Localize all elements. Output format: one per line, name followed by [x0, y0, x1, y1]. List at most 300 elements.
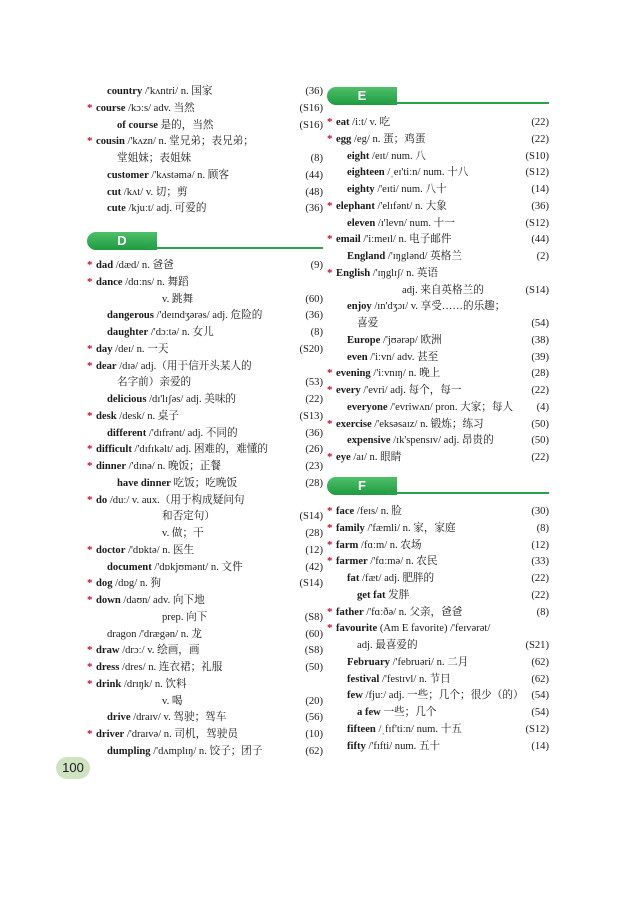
entry-row: [327, 637, 549, 654]
entry-row: [327, 671, 549, 688]
entry-row: [327, 604, 549, 621]
definition: /drɪŋk/ n. 饮料: [121, 678, 187, 690]
entry-text: [107, 307, 262, 324]
entry-text: [162, 609, 207, 626]
entry-row: [87, 676, 323, 693]
page-ref: (48): [305, 186, 323, 198]
page-ref: (62): [305, 745, 323, 757]
definition: prep. 向下: [162, 611, 208, 623]
entry-text: [107, 626, 202, 643]
headword: face: [336, 506, 355, 517]
definition: /eɪt/ num. 八: [369, 150, 426, 162]
headword: dad: [96, 260, 114, 271]
entry-text: [402, 282, 484, 299]
headword: eleven: [347, 217, 376, 229]
entry-row: [87, 542, 323, 559]
entry-text: [357, 315, 378, 332]
entry-row: [87, 575, 323, 592]
star-marker: *: [87, 493, 93, 506]
page-ref: (36): [305, 427, 323, 439]
entry-row: [87, 425, 323, 442]
headword: festival: [347, 673, 380, 685]
page-ref: (36): [305, 86, 323, 97]
definition: /ɪ'levn/ num. 十一: [375, 217, 455, 229]
headword: drive: [107, 712, 131, 724]
entry-row: [87, 117, 323, 134]
entry-row: [87, 525, 323, 542]
headword: elephant: [336, 200, 375, 212]
headword: farmer: [336, 556, 368, 568]
page-ref: (S12): [525, 217, 549, 229]
headword: exercise: [336, 418, 372, 430]
entry-row: [87, 184, 323, 201]
definition: v. 做；干: [162, 528, 204, 539]
entry-text: [162, 291, 193, 308]
entry-text: [96, 492, 245, 509]
entry-text: [336, 131, 425, 148]
entry-row: [327, 416, 549, 433]
definition: /dres/ n. 连衣裙；礼服: [119, 662, 223, 673]
star-marker: *: [327, 538, 333, 551]
headword: eye: [336, 452, 351, 463]
headword: eighty: [347, 184, 375, 195]
entry-text: [96, 100, 195, 117]
definition: /dɑːns/ n. 舞蹈: [122, 276, 189, 288]
star-marker: *: [327, 521, 333, 534]
definition: /'kʌntri/ n. 国家: [142, 86, 213, 97]
definition: /deɪ/ n. 一天: [112, 343, 169, 355]
definition: /fjuː/ adj. 一些；几个；很少（的）: [362, 690, 524, 702]
page-ref: (S16): [299, 102, 323, 114]
page-ref: (22): [531, 452, 549, 463]
entry-row: [87, 626, 323, 643]
entry-text: [162, 508, 215, 525]
entry-text: [96, 458, 221, 475]
page-ref: (S14): [525, 284, 549, 296]
page-ref: (28): [305, 528, 323, 539]
entry-row: [87, 200, 323, 217]
entry-row: [327, 148, 549, 165]
star-marker: *: [87, 443, 93, 456]
page-ref: (9): [310, 260, 323, 271]
entry-text: [347, 671, 451, 688]
definition: /'kʌzn/ n. 堂兄弟；表兄弟；: [124, 136, 254, 148]
definition: /ɪn'dʒɔɪ/ v. 享受……的乐趣；: [371, 301, 506, 313]
page-ref: (44): [531, 234, 549, 246]
page-ref: (22): [531, 589, 549, 601]
entry-text: [336, 382, 461, 399]
definition: 堂姐妹；表姐妹: [117, 153, 192, 164]
section-header-e: [327, 87, 549, 107]
entry-row: [87, 743, 323, 760]
entry-row: [87, 374, 323, 391]
entry-text: [336, 265, 438, 282]
page-ref: (14): [531, 740, 549, 752]
entry-row: [87, 475, 323, 492]
entry-text: [117, 150, 191, 167]
entry-row: [87, 508, 323, 525]
definition: (Am E favorite) /'feɪvərət/: [377, 623, 491, 635]
entry-row: [87, 458, 323, 475]
page-ref: (33): [531, 556, 549, 568]
entry-row: [327, 704, 549, 721]
page-ref: (62): [531, 656, 549, 668]
definition: adj. 来自英格兰的: [402, 284, 484, 296]
entry-row: [87, 592, 323, 609]
entry-text: [162, 693, 183, 710]
definition: /'dɪnə/ n. 晚饭；正餐: [126, 461, 221, 472]
page-ref: (S12): [525, 167, 549, 179]
entry-text: [347, 164, 468, 181]
entry-text: [347, 298, 505, 315]
entry-text: [336, 537, 422, 554]
definition: 发胖: [385, 589, 410, 601]
entry-row: [87, 307, 323, 324]
entry-row: [327, 721, 549, 738]
definition: 吃饭；吃晚饭: [170, 477, 238, 489]
page-ref: (10): [305, 729, 323, 740]
page-ref: (S8): [304, 611, 323, 623]
definition: /'jʊərəp/ 欧洲: [380, 334, 442, 346]
definition: /dɒg/ n. 狗: [112, 578, 162, 590]
entry-row: [87, 391, 323, 408]
headword: dumpling: [107, 745, 151, 757]
star-marker: *: [87, 409, 93, 422]
entry-row: [87, 100, 323, 117]
entry-text: [347, 349, 438, 366]
headword: of course: [117, 119, 158, 131]
entry-text: [347, 215, 455, 232]
definition: /'iːvn/ adv. 甚至: [367, 351, 439, 363]
entry-text: [96, 408, 179, 425]
entry-text: [336, 416, 484, 433]
entry-row: [327, 248, 549, 265]
entry-text: [107, 184, 188, 201]
entry-text: [336, 449, 401, 466]
page-ref: (50): [305, 662, 323, 673]
entry-row: [327, 432, 549, 449]
definition: /fæt/ adj. 肥胖的: [359, 573, 435, 584]
star-marker: *: [87, 728, 93, 740]
entry-row: [327, 537, 549, 554]
star-marker: *: [327, 233, 333, 246]
definition: v. 跳舞: [162, 293, 194, 305]
page-ref: (8): [536, 606, 549, 618]
entry-row: [327, 365, 549, 382]
headword: cut: [107, 186, 122, 198]
entry-row: [327, 570, 549, 587]
page-ref: (12): [305, 544, 323, 556]
page-ref: (28): [531, 368, 549, 380]
page-ref: (S8): [304, 645, 323, 657]
definition: /feɪs/ n. 脸: [354, 506, 402, 517]
definition: /'kʌstəmə/ n. 顾客: [148, 169, 229, 181]
definition: /draɪv/ v. 驾驶；驾车: [130, 712, 227, 724]
entry-row: [87, 83, 323, 100]
page-ref: (50): [531, 418, 549, 430]
entry-row: [327, 164, 549, 181]
entry-row: [327, 215, 549, 232]
entry-text: [96, 726, 238, 743]
page-ref: (4): [536, 401, 549, 413]
star-marker: *: [327, 605, 333, 618]
definition: /eg/ n. 蛋；鸡蛋: [351, 133, 426, 145]
entry-row: [87, 291, 323, 308]
page-ref: (39): [531, 351, 549, 363]
entry-text: [117, 475, 237, 492]
definition: /'dɒktə/ n. 医生: [125, 544, 195, 556]
definition: v. 喝: [162, 695, 183, 707]
entry-text: [357, 637, 418, 654]
section-letter: D: [87, 232, 157, 250]
page-ref: (8): [310, 327, 323, 338]
entry-row: [87, 274, 323, 291]
entry-row: [87, 441, 323, 458]
page-ref: (S21): [525, 640, 549, 651]
entry-text: [96, 575, 161, 592]
definition: /daʊn/ adv. 向下地: [120, 595, 205, 606]
entry-text: [347, 721, 462, 738]
entry-text: [347, 738, 440, 755]
definition: /'festɪvl/ n. 节日: [379, 673, 451, 685]
entry-row: [87, 726, 323, 743]
star-marker: *: [87, 259, 93, 271]
entry-row: [87, 341, 323, 358]
headword: document: [107, 561, 152, 573]
page-ref: (42): [305, 561, 323, 573]
entry-text: [347, 148, 426, 165]
entry-row: [87, 133, 323, 150]
page-ref: (28): [305, 477, 323, 489]
page-ref: (S14): [299, 511, 323, 523]
page-ref: (54): [531, 707, 549, 718]
headword: fat: [347, 573, 360, 584]
page-ref: (8): [536, 522, 549, 534]
page-ref: (60): [305, 293, 323, 305]
entry-row: [327, 349, 549, 366]
page-ref: (62): [531, 673, 549, 685]
headword: Europe: [347, 334, 381, 346]
page-ref: (38): [531, 334, 549, 346]
star-marker: *: [87, 661, 93, 673]
star-marker: *: [87, 594, 93, 606]
star-marker: *: [87, 275, 93, 288]
page-ref: (8): [310, 153, 323, 164]
headword: difficult: [96, 444, 132, 456]
entry-row: [327, 131, 549, 148]
definition: /'fɑːðə/ n. 父亲，爸爸: [363, 606, 463, 618]
entry-text: [107, 391, 236, 408]
headword: eight: [347, 150, 370, 162]
section-rule: [147, 247, 323, 249]
entry-text: [107, 743, 263, 760]
section-header-f: [327, 477, 549, 497]
definition: /'fɪfti/ num. 五十: [365, 740, 441, 752]
headword: have dinner: [117, 477, 171, 489]
star-marker: *: [327, 384, 333, 396]
entry-text: [96, 676, 187, 693]
section-header-d: [87, 232, 323, 252]
entry-row: [327, 620, 549, 637]
definition: /'draɪvə/ n. 司机，驾驶员: [124, 729, 238, 740]
entry-text: [347, 181, 447, 198]
entry-text: [117, 374, 191, 391]
definition: /ˌfɪf'tiːn/ num. 十五: [375, 723, 462, 735]
headword: down: [96, 595, 121, 606]
entry-text: [347, 332, 442, 349]
star-marker: *: [327, 199, 333, 212]
entry-text: [336, 114, 390, 131]
headword: do: [96, 494, 108, 506]
entry-text: [336, 620, 490, 637]
headword: fifty: [347, 740, 366, 752]
entry-row: [327, 553, 549, 570]
entry-text: [347, 432, 494, 449]
definition: /'elɪfənt/ n. 大象: [374, 200, 447, 212]
entry-row: [87, 492, 323, 509]
headword: every: [336, 385, 361, 396]
headword: dear: [96, 360, 117, 372]
headword: customer: [107, 169, 149, 181]
headword: doctor: [96, 544, 126, 556]
definition: /'eksəsaɪz/ n. 锻炼；练习: [371, 418, 484, 430]
entry-text: [162, 525, 204, 542]
page-ref: (50): [531, 435, 549, 447]
page-number: 100: [56, 757, 90, 779]
entry-row: [327, 198, 549, 215]
star-marker: *: [327, 266, 333, 279]
definition: 和否定句）: [162, 511, 215, 523]
entry-text: [107, 324, 214, 341]
entry-row: [327, 332, 549, 349]
definition: /kɔːs/ adv. 当然: [125, 102, 195, 114]
definition: /'iːmeɪl/ n. 电子邮件: [360, 234, 452, 246]
page-ref: (54): [531, 690, 549, 702]
headword: get fat: [357, 589, 386, 601]
star-marker: *: [327, 367, 333, 380]
section-rule: [387, 492, 549, 494]
headword: dress: [96, 662, 120, 673]
definition: /desk/ n. 桌子: [116, 410, 179, 422]
star-marker: *: [327, 622, 333, 635]
entry-text: [107, 425, 238, 442]
page-ref: (S10): [525, 150, 549, 162]
entry-row: [87, 709, 323, 726]
entry-row: [327, 114, 549, 131]
entry-row: [327, 231, 549, 248]
headword: driver: [96, 729, 125, 740]
entry-row: [327, 315, 549, 332]
star-marker: *: [327, 555, 333, 568]
entry-text: [107, 709, 226, 726]
entry-text: [336, 231, 452, 248]
entry-text: [96, 133, 254, 150]
page-ref: (44): [305, 169, 323, 181]
page-ref: (36): [531, 200, 549, 212]
definition: /'dɪfɪkəlt/ adj. 困难的，难懂的: [131, 444, 268, 456]
entry-text: [336, 553, 438, 570]
definition: /'fæmli/ n. 家，家庭: [364, 522, 456, 534]
entry-row: [327, 449, 549, 466]
entry-row: [327, 265, 549, 282]
headword: egg: [336, 133, 352, 145]
headword: expensive: [347, 435, 391, 447]
entry-row: [327, 382, 549, 399]
definition: /drɔː/ v. 绘画，画: [119, 645, 200, 657]
headword: eat: [336, 117, 350, 128]
headword: fifteen: [347, 723, 376, 735]
page-ref: (22): [531, 385, 549, 396]
definition: /kjuːt/ adj. 可爱的: [125, 203, 207, 215]
entry-row: [327, 738, 549, 755]
headword: dinner: [96, 461, 127, 472]
definition: /aɪ/ n. 眼睛: [350, 452, 402, 463]
headword: desk: [96, 410, 117, 422]
definition: adj. 最喜爱的: [357, 640, 418, 651]
headword: evening: [336, 368, 371, 380]
definition: /'februəri/ n. 二月: [389, 656, 469, 668]
page-ref: (2): [536, 251, 549, 262]
headword: English: [336, 267, 371, 279]
page-ref: (12): [531, 539, 549, 551]
entry-text: [107, 83, 213, 100]
headword: father: [336, 606, 364, 618]
definition: /dɪ'lɪʃəs/ adj. 美味的: [146, 394, 237, 405]
definition: /ɪk'spensɪv/ adj. 昂贵的: [390, 435, 494, 447]
entry-row: [87, 609, 323, 626]
headword: delicious: [107, 394, 147, 405]
headword: a few: [357, 707, 381, 718]
page-ref: (S20): [299, 343, 323, 355]
definition: /ˌeɪ'tiːn/ num. 十八: [384, 167, 469, 179]
entry-row: [87, 257, 323, 274]
headword: February: [347, 656, 390, 668]
entry-row: [327, 503, 549, 520]
page-ref: (53): [305, 377, 323, 389]
entry-text: [96, 257, 174, 274]
star-marker: *: [87, 677, 93, 690]
entry-text: [107, 559, 243, 576]
section-letter: E: [327, 87, 397, 105]
definition: /'iːvnɪŋ/ n. 晚上: [370, 368, 441, 380]
star-marker: *: [327, 116, 333, 128]
entry-row: [327, 399, 549, 416]
star-marker: *: [87, 644, 93, 657]
entry-row: [87, 642, 323, 659]
definition: /'dʌmplɪŋ/ n. 饺子；团子: [150, 745, 263, 757]
entry-text: [347, 248, 462, 265]
headword: drink: [96, 678, 122, 690]
headword: family: [336, 522, 365, 534]
headword: eighteen: [347, 167, 385, 179]
entry-row: [87, 408, 323, 425]
page-ref: (60): [305, 628, 323, 640]
entry-row: [327, 587, 549, 604]
entry-text: [96, 542, 194, 559]
section-letter: F: [327, 477, 397, 495]
entry-row: [87, 150, 323, 167]
entry-row: [327, 282, 549, 299]
definition: /kʌt/ v. 切；剪: [121, 186, 188, 198]
definition: 喜爱: [357, 318, 379, 329]
headword: cute: [107, 203, 126, 215]
entry-text: [96, 274, 189, 291]
definition: /'evri/ adj. 每个，每一: [360, 385, 462, 396]
definition: /'ɪŋglɪʃ/ n. 英语: [370, 267, 438, 279]
entry-row: [327, 654, 549, 671]
definition: /'eɪti/ num. 八十: [374, 184, 447, 195]
page-ref: (22): [531, 573, 549, 584]
